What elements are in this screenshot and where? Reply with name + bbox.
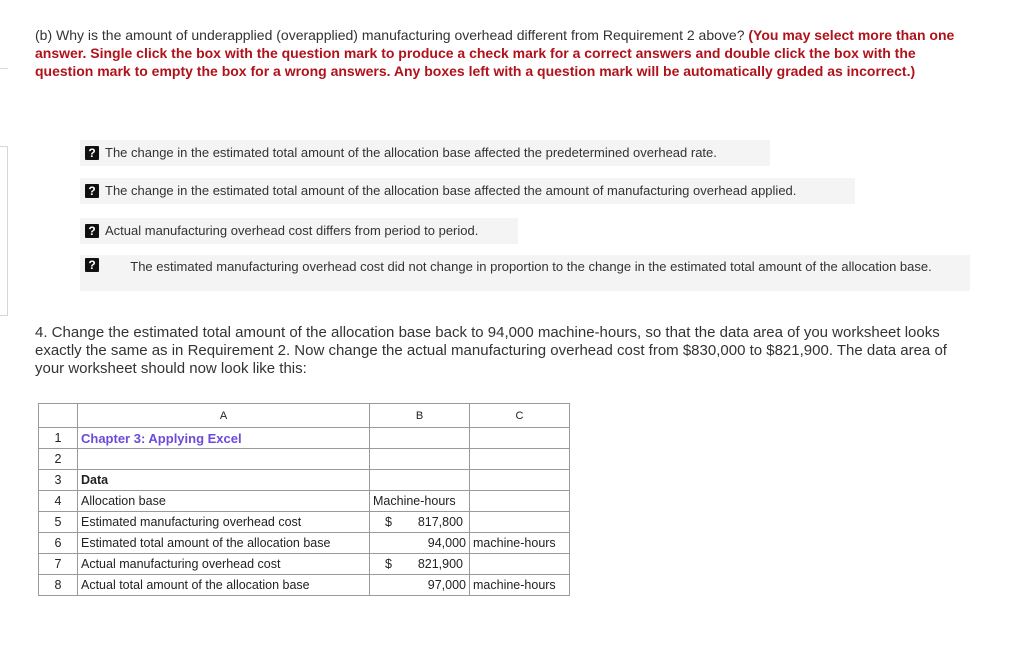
sheet-row — [39, 533, 570, 554]
sheet-row — [39, 512, 570, 533]
column-header-b: B — [370, 404, 470, 428]
sheet-row — [39, 575, 570, 596]
allocation-base-value: Machine-hours — [370, 491, 470, 512]
question-mark-checkbox[interactable]: ? — [85, 184, 99, 198]
question-text — [35, 26, 975, 80]
question-prompt: (b) Why is the amount of underapplied (overapplied) manufacturing overhead different from Requirement 2 above? — [35, 27, 745, 43]
cell-a2 — [78, 449, 370, 470]
cell-c2 — [470, 449, 570, 470]
row-number: 3 — [39, 470, 78, 491]
question-instructions: (You may select more than one answer. Single click the box with the question mark to produce a check mark for a correct answers and double click the box with the question mark to empty the box for a wrong answers. Any boxes left with a question mark will be automatically graded as incorrect.) — [35, 27, 955, 79]
answer-option-label: The change in the estimated total amount of the allocation base affected the amount of manufacturing overhead applied. — [105, 183, 797, 198]
sheet-title-cell: Chapter 3: Applying Excel — [78, 428, 370, 449]
cell-c5 — [470, 512, 570, 533]
row-label: Allocation base — [78, 491, 370, 512]
answer-option-3[interactable] — [80, 218, 518, 244]
requirement-4-text: 4. Change the estimated total amount of the allocation base back to 94,000 machine-hours, so that the data area of you worksheet looks exactly the same as in Requirement 2. Now change the actual manufacturing overhead cost from $830,000 to $821,900. The data area of your worksheet should now look like this: — [35, 324, 947, 377]
unit-label: machine-hours — [470, 575, 570, 596]
question-mark-checkbox[interactable]: ? — [85, 224, 99, 238]
cell-c4 — [470, 491, 570, 512]
data-section-label: Data — [78, 470, 370, 491]
row-number: 1 — [39, 428, 78, 449]
answer-option-2[interactable] — [80, 178, 855, 204]
worksheet-data-area — [38, 403, 570, 596]
row-label: Estimated manufacturing overhead cost — [78, 512, 370, 533]
actual-overhead-cell — [370, 554, 470, 575]
answer-option-label: The estimated manufacturing overhead cost did not change in proportion to the change in the estimated total amount of the allocation base. — [130, 259, 932, 274]
cell-b1 — [370, 428, 470, 449]
row-number: 4 — [39, 491, 78, 512]
cell-c7 — [470, 554, 570, 575]
sheet-row — [39, 491, 570, 512]
row-label: Actual total amount of the allocation base — [78, 575, 370, 596]
actual-overhead-value: 821,900 — [417, 557, 463, 571]
row-number: 7 — [39, 554, 78, 575]
answer-option-1[interactable] — [80, 140, 770, 166]
currency-symbol: $ — [385, 557, 392, 571]
answer-option-label: The change in the estimated total amount of the allocation base affected the predetermined overhead rate. — [105, 145, 717, 160]
row-number: 6 — [39, 533, 78, 554]
cell-c1 — [470, 428, 570, 449]
left-edge-panel — [0, 146, 8, 316]
answer-option-label: Actual manufacturing overhead cost differs from period to period. — [105, 223, 479, 238]
column-header-a: A — [78, 404, 370, 428]
actual-base-value: 97,000 — [370, 575, 470, 596]
row-number: 2 — [39, 449, 78, 470]
estimated-overhead-value: 817,800 — [417, 515, 463, 529]
estimated-overhead-cell — [370, 512, 470, 533]
row-number: 5 — [39, 512, 78, 533]
row-number: 8 — [39, 575, 78, 596]
row-label: Actual manufacturing overhead cost — [78, 554, 370, 575]
corner-cell — [39, 404, 78, 428]
sheet-row — [39, 554, 570, 575]
cell-b2 — [370, 449, 470, 470]
sheet-row — [39, 470, 570, 491]
currency-symbol: $ — [385, 515, 392, 529]
cell-b3 — [370, 470, 470, 491]
sheet-row — [39, 449, 570, 470]
left-edge-divider — [0, 68, 8, 69]
answer-option-4[interactable] — [80, 255, 970, 291]
unit-label: machine-hours — [470, 533, 570, 554]
question-mark-checkbox[interactable]: ? — [85, 258, 99, 272]
row-label: Estimated total amount of the allocation base — [78, 533, 370, 554]
column-header-row — [39, 404, 570, 428]
column-header-c: C — [470, 404, 570, 428]
estimated-base-value: 94,000 — [370, 533, 470, 554]
sheet-row — [39, 428, 570, 449]
cell-c3 — [470, 470, 570, 491]
question-mark-checkbox[interactable]: ? — [85, 146, 99, 160]
